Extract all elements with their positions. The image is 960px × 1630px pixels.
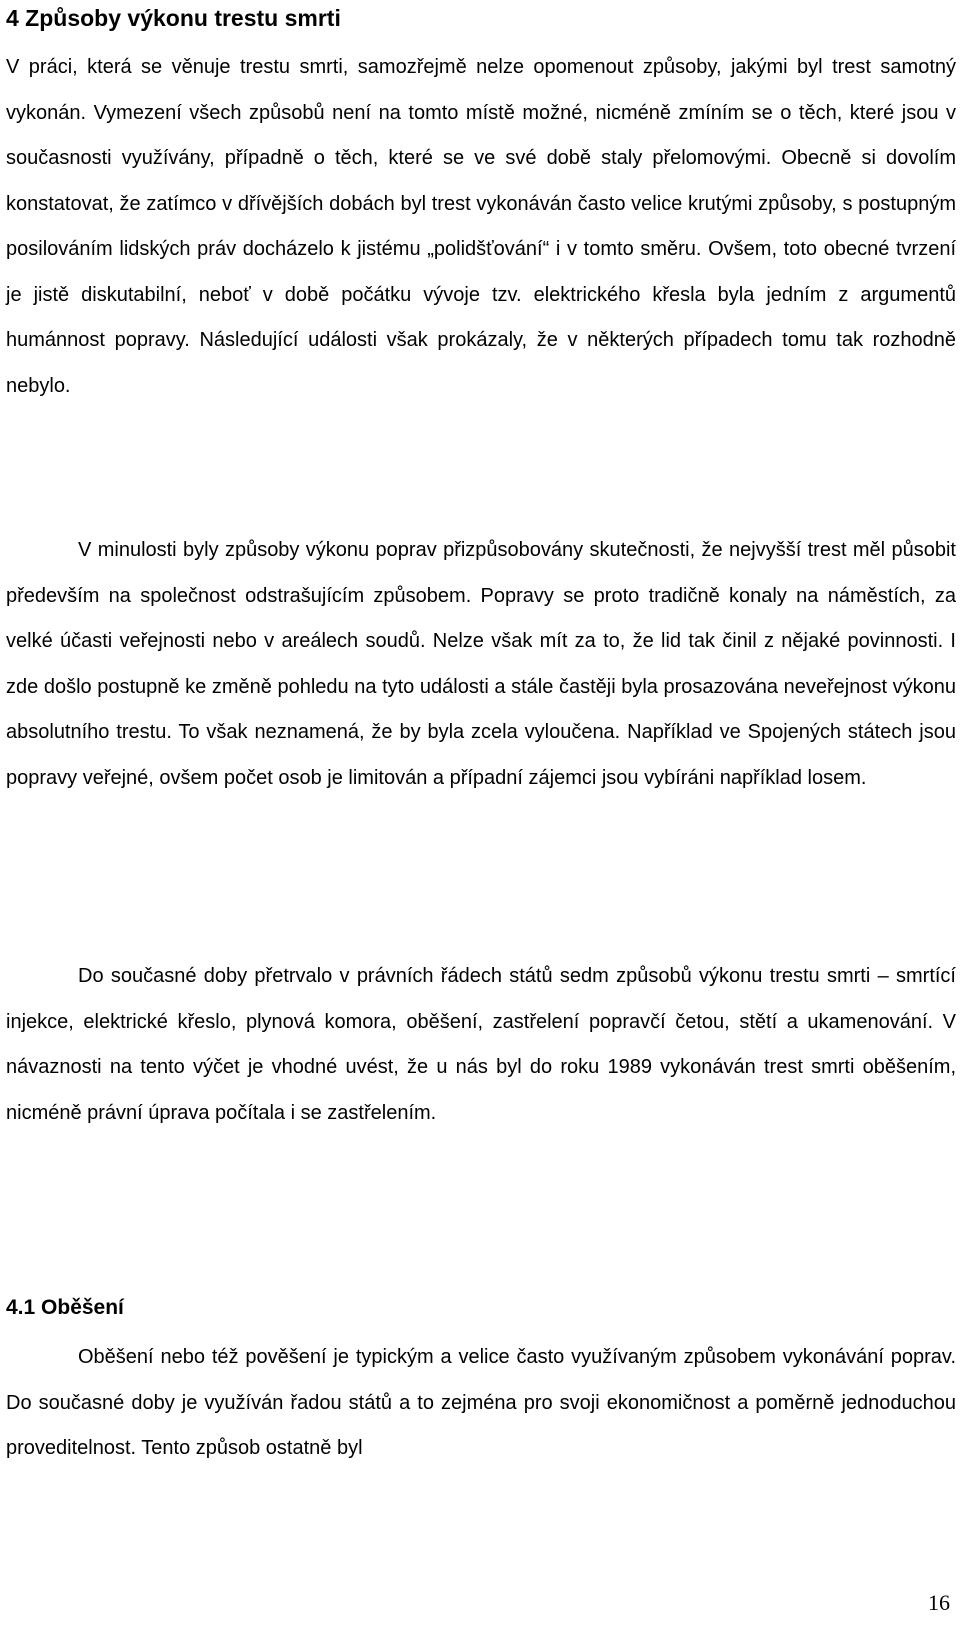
paragraph-intro: V práci, která se věnuje trestu smrti, samozřejmě nelze opomenout způsoby, jakými byl trest samotný vykonán. Vymezení všech způsobů není na tomto místě možné, nicméně zmíním se o těch, které jsou v současnosti využívány, případně o těch, které se ve své době staly přelomovými. Obecně si dovolím konstatovat, že zatímco v dřívějších dobách byl trest vykonáván často velice krutými způsoby, s postupným posilováním lidských práv docházelo k jistému „polidšťování“ i v tomto směru. Ovšem, toto obecné tvrzení je jistě diskutabilní, neboť v době počátku vývoje tzv. elektrického křesla byla jedním z argumentů humánnost popravy. Následující události však prokázaly, že v některých případech tomu tak rozhodně nebylo. [6,56,956,397]
chapter-heading: 4 Způsoby výkonu trestu smrti [6,5,341,31]
paragraph-history: V minulosti byly způsoby výkonu poprav přizpůsobovány skutečnosti, že nejvyšší trest měl působit především na společnost odstrašujícím způsobem. Popravy se proto tradičně konaly na náměstích, za velké účasti veřejnosti nebo v areálech soudů. Nelze však mít za to, že lid tak činil z nějaké povinnosti. I zde došlo postupně ke změně pohledu na tyto události a stále častěji byla prosazována neveřejnost výkonu absolutního trestu. To však neznamená, že by byla zcela vyloučena. Například ve Spojených státech jsou popravy veřejné, ovšem počet osob je limitován a případní zájemci jsou vybíráni například losem. [6,539,956,789]
section-heading: 4.1 Oběšení [6,1296,124,1319]
paragraph-hanging: Oběšení nebo též pověšení je typickým a velice často využívaným způsobem vykonávání poprav. Do současné doby je využíván řadou států a to zejména pro svoji ekonomičnost a poměrně jednoduchou proveditelnost. Tento způsob ostatně byl [6,1346,956,1459]
paragraph-methods: Do současné doby přetrvalo v právních řádech států sedm způsobů výkonu trestu smrti – smrtící injekce, elektrické křeslo, plynová komora, oběšení, zastřelení popravčí četou, stětí a ukamenování. V návaznosti na tento výčet je vhodné uvést, že u nás byl do roku 1989 vykonáván trest smrti oběšením, nicméně právní úprava počítala i se zastřelením. [6,965,956,1124]
page-number: 16 [928,1590,950,1615]
